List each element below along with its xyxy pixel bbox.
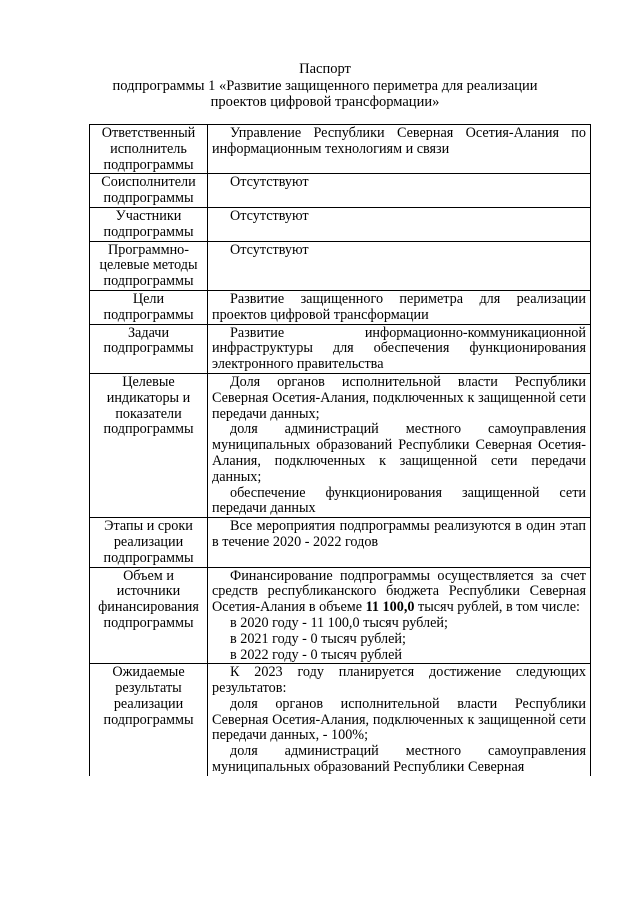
- row-value-goals: Развитие защищенного периметра для реализации проектов цифровой трансформации: [208, 290, 591, 324]
- table-row: [90, 174, 591, 208]
- funding-summary: Финансирование подпрограммы осуществляется за счет средств республиканского бюджета Республики Северная Осетия-Алания в объеме 11 100,0 тысяч рублей, в том числе:: [212, 567, 586, 616]
- row-label-tasks: Задачи подпрограммы: [90, 324, 208, 373]
- indicator-item: обеспечение функционирования защищенной сети передачи данных: [212, 484, 586, 517]
- row-label-goals: Цели подпрограммы: [90, 290, 208, 324]
- indicator-item: Доля органов исполнительной власти Республики Северная Осетия-Алания, подключенных к защищенной сети передачи данных;: [212, 373, 586, 422]
- funding-year: в 2022 году - 0 тысяч рублей: [230, 646, 402, 663]
- row-label-funding: Объем и источники финансирования подпрограммы: [90, 567, 208, 664]
- result-item: доля администраций местного самоуправления муниципальных образований Республики Северная: [212, 743, 586, 776]
- row-value-participants: Отсутствуют: [208, 207, 591, 241]
- funding-amount: 11 100,0: [365, 599, 415, 616]
- result-item: доля органов исполнительной власти Республики Северная Осетия-Алания, подключенных к защищенной сети передачи данных, - 100%;: [212, 695, 586, 744]
- title-line-2: подпрограммы 1 «Развитие защищенного периметра для реализации: [112, 77, 538, 94]
- row-label-stages: Этапы и сроки реализации подпрограммы: [90, 518, 208, 567]
- table-row: [90, 290, 591, 324]
- table-row: [90, 518, 591, 567]
- row-value-methods: Отсутствуют: [208, 241, 591, 290]
- row-label-indicators: Целевые индикаторы и показатели подпрограммы: [90, 373, 208, 517]
- table-row: [90, 324, 591, 373]
- table-row: [90, 207, 591, 241]
- row-value-tasks: Развитие информационно-коммуникационной инфраструктуры для обеспечения функционирования электронного правительства: [208, 324, 591, 373]
- table-row: [90, 241, 591, 290]
- result-item: К 2023 году планируется достижение следующих результатов:: [212, 664, 586, 697]
- indicator-item: доля администраций местного самоуправления муниципальных образований Республики Северная Осетия-Алания, подключенных к защищенной сети передачи данных;: [212, 421, 586, 485]
- document-title: [60, 61, 590, 111]
- row-value-funding: [208, 567, 591, 664]
- row-value-executor: Управление Республики Северная Осетия-Алания по информационным технологиям и связи: [208, 125, 591, 174]
- table-row: [90, 125, 591, 174]
- row-value-results: [208, 664, 591, 776]
- title-line-3: проектов цифровой трансформации»: [210, 94, 440, 110]
- row-value-stages: Все мероприятия подпрограммы реализуются в один этап в течение 2020 - 2022 годов: [208, 518, 591, 567]
- funding-year: в 2021 году - 0 тысяч рублей;: [230, 630, 406, 647]
- table-row: [90, 664, 591, 776]
- row-label-coexecutors: Соисполнители подпрограммы: [90, 174, 208, 208]
- passport-table: [89, 124, 591, 776]
- row-label-participants: Участники подпрограммы: [90, 207, 208, 241]
- table-row: [90, 567, 591, 664]
- funding-year: в 2020 году - 11 100,0 тысяч рублей;: [230, 614, 448, 631]
- table-row: [90, 373, 591, 517]
- row-label-methods: Программно- целевые методы подпрограммы: [90, 241, 208, 290]
- title-line-1: Паспорт: [299, 61, 351, 77]
- row-label-results: Ожидаемые результаты реализации подпрограммы: [90, 664, 208, 776]
- row-value-indicators: [208, 373, 591, 517]
- row-label-executor: Ответственный исполнитель подпрограммы: [90, 125, 208, 174]
- row-value-coexecutors: Отсутствуют: [208, 174, 591, 208]
